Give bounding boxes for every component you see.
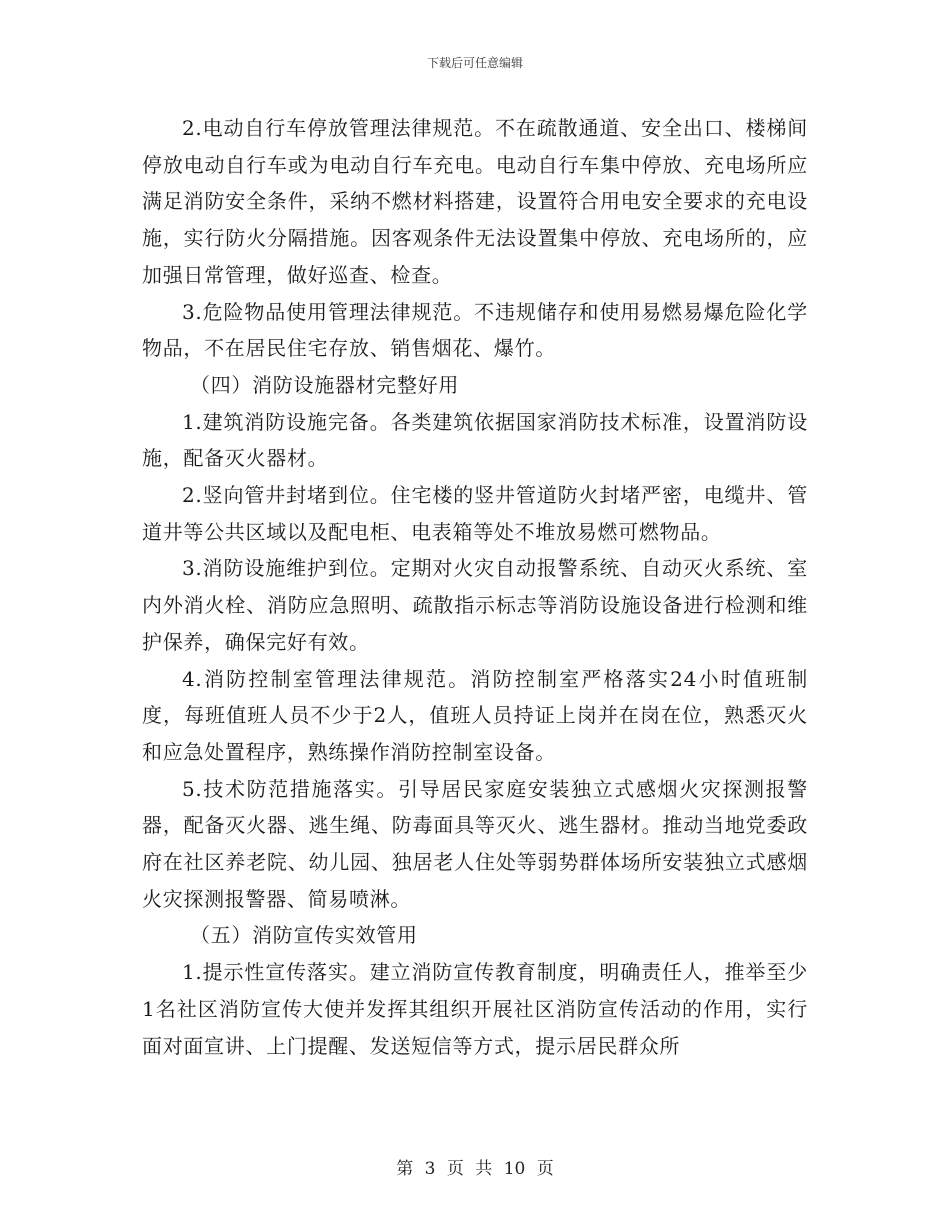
paragraph-hazardous-goods: 3.危险物品使用管理法律规范。不违规储存和使用易燃易爆危险化学物品，不在居民住宅存放、销售烟花、爆竹。: [142, 299, 808, 361]
paragraph-technical-measures: 5.技术防范措施落实。引导居民家庭安装独立式感烟火灾探测报警器，配备灭火器、逃生绳、防毒面具等灭火、逃生器材。推动当地党委政府在社区养老院、幼儿园、独居老人住处等弱势群体场所安装独立式感烟火灾探测报警器、简易喷淋。: [142, 776, 808, 911]
document-body: [142, 110, 808, 1064]
paragraph-building-facilities: 1.建筑消防设施完备。各类建筑依据国家消防技术标准，设置消防设施，配备灭火器材。: [142, 409, 808, 471]
section-heading-fire-facilities: （四）消防设施器材完整好用: [190, 372, 460, 397]
paragraph-ebike-parking: 2.电动自行车停放管理法律规范。不在疏散通道、安全出口、楼梯间停放电动自行车或为电动自行车充电。电动自行车集中停放、充电场所应满足消防安全条件，采纳不燃材料搭建，设置符合用电安全要求的充电设施，实行防火分隔措施。因客观条件无法设置集中停放、充电场所的，应加强日常管理，做好巡查、检查。: [142, 116, 808, 287]
paragraph-vertical-shafts: 2.竖向管井封堵到位。住宅楼的竖井管道防火封堵严密，电缆井、管道井等公共区域以及配电柜、电表箱等处不堆放易燃可燃物品。: [142, 483, 808, 544]
paragraph-reminder-publicity: 1.提示性宣传落实。建立消防宣传教育制度，明确责任人，推举至少1名社区消防宣传大使并发挥其组织开展社区消防宣传活动的作用，实行面对面宣讲、上门提醒、发送短信等方式，提示居民群众所: [142, 960, 808, 1058]
paragraph-facility-maintenance: 3.消防设施维护到位。定期对火灾自动报警系统、自动灭火系统、室内外消火栓、消防应急照明、疏散指示标志等消防设施设备进行检测和维护保养，确保完好有效。: [142, 556, 808, 654]
page-number-footer: 第 3 页 共 10 页: [396, 1159, 554, 1179]
paragraph-control-room: 4.消防控制室管理法律规范。消防控制室严格落实24小时值班制度，每班值班人员不少于2人，值班人员持证上岗并在岗在位，熟悉灭火和应急处置程序，熟练操作消防控制室设备。: [142, 666, 808, 764]
page-header-note: 下载后可任意编辑: [426, 56, 523, 70]
section-heading-publicity: （五）消防宣传实效管用: [190, 923, 418, 948]
